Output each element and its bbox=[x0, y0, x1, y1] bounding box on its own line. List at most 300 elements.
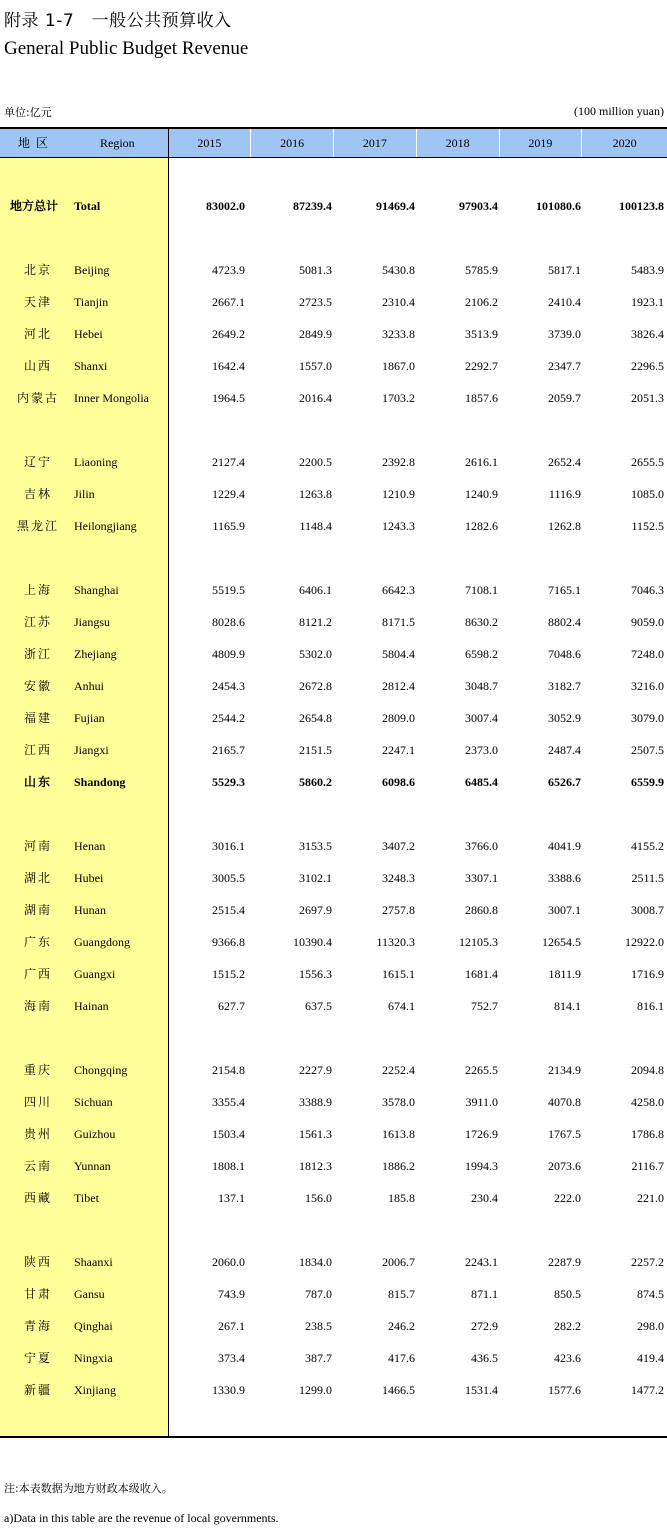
value-cell: 3766.0 bbox=[465, 839, 498, 853]
value-cell: 3911.0 bbox=[465, 1095, 498, 1109]
region-name-en: Total bbox=[74, 199, 101, 213]
value-cell: 1808.1 bbox=[212, 1159, 245, 1173]
value-cell: 2697.9 bbox=[299, 903, 332, 917]
table-header bbox=[0, 129, 667, 157]
value-cell: 1531.4 bbox=[465, 1383, 498, 1397]
table-row bbox=[0, 1278, 667, 1310]
value-cell: 3007.1 bbox=[548, 903, 581, 917]
value-cell: 871.1 bbox=[471, 1287, 498, 1301]
value-cell: 230.4 bbox=[471, 1191, 498, 1205]
value-cell: 3578.0 bbox=[382, 1095, 415, 1109]
value-cell: 7108.1 bbox=[465, 583, 498, 597]
value-cell: 2243.1 bbox=[465, 1255, 498, 1269]
value-cell: 12105.3 bbox=[459, 935, 498, 949]
header-year: 2019 bbox=[500, 129, 583, 157]
table-row bbox=[0, 670, 667, 702]
value-cell: 5817.1 bbox=[548, 263, 581, 277]
value-cell: 2227.9 bbox=[299, 1063, 332, 1077]
value-cell: 156.0 bbox=[305, 1191, 332, 1205]
table-row bbox=[0, 766, 667, 798]
value-cell: 12922.0 bbox=[625, 935, 664, 949]
value-cell: 3248.3 bbox=[382, 871, 415, 885]
value-cell: 1210.9 bbox=[382, 487, 415, 501]
value-cell: 1556.3 bbox=[299, 967, 332, 981]
value-cell: 2373.0 bbox=[465, 743, 498, 757]
value-cell: 1834.0 bbox=[299, 1255, 332, 1269]
table-row bbox=[0, 1374, 667, 1406]
value-cell: 2296.5 bbox=[631, 359, 664, 373]
region-name-cn: 山东 bbox=[23, 775, 52, 789]
region-name-cn: 山西 bbox=[23, 359, 52, 373]
table-bottom-rule bbox=[0, 1436, 667, 1438]
value-cell: 246.2 bbox=[388, 1319, 415, 1333]
value-cell: 4041.9 bbox=[548, 839, 581, 853]
value-cell: 3153.5 bbox=[299, 839, 332, 853]
value-cell: 1561.3 bbox=[299, 1127, 332, 1141]
region-name-en: Tibet bbox=[74, 1191, 99, 1205]
value-cell: 2652.4 bbox=[548, 455, 581, 469]
value-cell: 2059.7 bbox=[548, 391, 581, 405]
value-cell: 2151.5 bbox=[299, 743, 332, 757]
value-cell: 101080.6 bbox=[536, 199, 581, 213]
value-cell: 4155.2 bbox=[631, 839, 664, 853]
header-region-cn: 地区 bbox=[18, 136, 55, 150]
region-name-en: Sichuan bbox=[74, 1095, 113, 1109]
table-row bbox=[0, 1086, 667, 1118]
region-name-en: Fujian bbox=[74, 711, 105, 725]
value-cell: 7165.1 bbox=[548, 583, 581, 597]
region-name-en: Inner Mongolia bbox=[74, 391, 149, 405]
value-cell: 3388.9 bbox=[299, 1095, 332, 1109]
value-cell: 5804.4 bbox=[382, 647, 415, 661]
value-cell: 2649.2 bbox=[212, 327, 245, 341]
value-cell: 3826.4 bbox=[631, 327, 664, 341]
table-row bbox=[0, 926, 667, 958]
value-cell: 6559.9 bbox=[631, 775, 664, 789]
region-name-cn: 西藏 bbox=[23, 1191, 52, 1205]
value-cell: 1152.5 bbox=[631, 519, 664, 533]
value-cell: 1557.0 bbox=[299, 359, 332, 373]
region-name-en: Anhui bbox=[74, 679, 104, 693]
region-name-cn: 辽宁 bbox=[23, 455, 52, 469]
value-cell: 11320.3 bbox=[376, 935, 415, 949]
value-cell: 2200.5 bbox=[299, 455, 332, 469]
table-row bbox=[0, 1246, 667, 1278]
region-name-cn: 青海 bbox=[23, 1319, 52, 1333]
value-cell: 4723.9 bbox=[212, 263, 245, 277]
value-cell: 8171.5 bbox=[382, 615, 415, 629]
value-cell: 2051.3 bbox=[631, 391, 664, 405]
region-name-en: Gansu bbox=[74, 1287, 105, 1301]
value-cell: 1466.5 bbox=[382, 1383, 415, 1397]
table-row bbox=[0, 958, 667, 990]
value-cell: 874.5 bbox=[637, 1287, 664, 1301]
table-row bbox=[0, 1310, 667, 1342]
value-cell: 1642.4 bbox=[212, 359, 245, 373]
value-cell: 4070.8 bbox=[548, 1095, 581, 1109]
region-name-en: Jiangxi bbox=[74, 743, 109, 757]
region-name-en: Hebei bbox=[74, 327, 103, 341]
value-cell: 2454.3 bbox=[212, 679, 245, 693]
header-year: 2018 bbox=[417, 129, 500, 157]
value-cell: 8802.4 bbox=[548, 615, 581, 629]
value-cell: 1282.6 bbox=[465, 519, 498, 533]
region-name-cn: 云南 bbox=[23, 1159, 52, 1173]
table-row bbox=[0, 350, 667, 382]
value-cell: 6642.3 bbox=[382, 583, 415, 597]
value-cell: 1577.6 bbox=[548, 1383, 581, 1397]
value-cell: 7248.0 bbox=[631, 647, 664, 661]
value-cell: 12654.5 bbox=[542, 935, 581, 949]
value-cell: 436.5 bbox=[471, 1351, 498, 1365]
value-cell: 1786.8 bbox=[631, 1127, 664, 1141]
value-cell: 1503.4 bbox=[212, 1127, 245, 1141]
value-cell: 9366.8 bbox=[212, 935, 245, 949]
value-cell: 3016.1 bbox=[212, 839, 245, 853]
region-name-en: Hunan bbox=[74, 903, 106, 917]
value-cell: 2292.7 bbox=[465, 359, 498, 373]
value-cell: 815.7 bbox=[388, 1287, 415, 1301]
header-year: 2016 bbox=[251, 129, 334, 157]
value-cell: 2392.8 bbox=[382, 455, 415, 469]
region-name-en: Beijing bbox=[74, 263, 110, 277]
table-row bbox=[0, 894, 667, 926]
value-cell: 674.1 bbox=[388, 999, 415, 1013]
region-name-cn: 新疆 bbox=[23, 1383, 52, 1397]
value-cell: 2310.4 bbox=[382, 295, 415, 309]
table-row bbox=[0, 638, 667, 670]
region-name-en: Shanghai bbox=[74, 583, 119, 597]
value-cell: 1867.0 bbox=[382, 359, 415, 373]
value-cell: 272.9 bbox=[471, 1319, 498, 1333]
region-name-cn: 河南 bbox=[23, 839, 52, 853]
table-row bbox=[0, 702, 667, 734]
table-row bbox=[0, 510, 667, 542]
value-cell: 91469.4 bbox=[376, 199, 415, 213]
value-cell: 787.0 bbox=[305, 1287, 332, 1301]
region-name-cn: 湖南 bbox=[23, 903, 52, 917]
value-cell: 267.1 bbox=[218, 1319, 245, 1333]
value-cell: 373.4 bbox=[218, 1351, 245, 1365]
value-cell: 3513.9 bbox=[465, 327, 498, 341]
value-cell: 850.5 bbox=[554, 1287, 581, 1301]
region-name-cn: 宁夏 bbox=[23, 1351, 52, 1365]
value-cell: 3102.1 bbox=[299, 871, 332, 885]
value-cell: 3355.4 bbox=[212, 1095, 245, 1109]
value-cell: 2507.5 bbox=[631, 743, 664, 757]
value-cell: 2849.9 bbox=[299, 327, 332, 341]
region-name-cn: 海南 bbox=[23, 999, 52, 1013]
region-name-cn: 陕西 bbox=[23, 1255, 52, 1269]
value-cell: 2616.1 bbox=[465, 455, 498, 469]
footnote-cn: 注:本表数据为地方财政本级收入。 bbox=[4, 1482, 173, 1495]
table-row bbox=[0, 1182, 667, 1214]
value-cell: 637.5 bbox=[305, 999, 332, 1013]
value-cell: 1263.8 bbox=[299, 487, 332, 501]
region-name-en: Ningxia bbox=[74, 1351, 113, 1365]
value-cell: 3005.5 bbox=[212, 871, 245, 885]
region-name-en: Guangdong bbox=[74, 935, 130, 949]
region-name-cn: 福建 bbox=[23, 711, 52, 725]
table-row bbox=[0, 446, 667, 478]
region-name-en: Yunnan bbox=[74, 1159, 111, 1173]
region-name-cn: 贵州 bbox=[23, 1127, 52, 1141]
value-cell: 1812.3 bbox=[299, 1159, 332, 1173]
value-cell: 2672.8 bbox=[299, 679, 332, 693]
value-cell: 423.6 bbox=[554, 1351, 581, 1365]
value-cell: 1703.2 bbox=[382, 391, 415, 405]
value-cell: 1811.9 bbox=[548, 967, 581, 981]
value-cell: 5529.3 bbox=[212, 775, 245, 789]
value-cell: 5860.2 bbox=[299, 775, 332, 789]
value-cell: 419.4 bbox=[637, 1351, 664, 1365]
value-cell: 3739.0 bbox=[548, 327, 581, 341]
value-cell: 814.1 bbox=[554, 999, 581, 1013]
table-row bbox=[0, 1054, 667, 1086]
value-cell: 6098.6 bbox=[382, 775, 415, 789]
value-cell: 387.7 bbox=[305, 1351, 332, 1365]
value-cell: 2487.4 bbox=[548, 743, 581, 757]
value-cell: 2809.0 bbox=[382, 711, 415, 725]
value-cell: 100123.8 bbox=[619, 199, 664, 213]
value-cell: 2265.5 bbox=[465, 1063, 498, 1077]
header-rule bbox=[0, 157, 667, 158]
value-cell: 2667.1 bbox=[212, 295, 245, 309]
value-cell: 1681.4 bbox=[465, 967, 498, 981]
value-cell: 1857.6 bbox=[465, 391, 498, 405]
region-name-cn: 广西 bbox=[23, 967, 52, 981]
value-cell: 5302.0 bbox=[299, 647, 332, 661]
table-row bbox=[0, 734, 667, 766]
value-cell: 2060.0 bbox=[212, 1255, 245, 1269]
value-cell: 1229.4 bbox=[212, 487, 245, 501]
table-row bbox=[0, 1118, 667, 1150]
value-cell: 2073.6 bbox=[548, 1159, 581, 1173]
value-cell: 1716.9 bbox=[631, 967, 664, 981]
value-cell: 3079.0 bbox=[631, 711, 664, 725]
value-cell: 2247.1 bbox=[382, 743, 415, 757]
value-cell: 137.1 bbox=[218, 1191, 245, 1205]
value-cell: 2094.8 bbox=[631, 1063, 664, 1077]
value-cell: 2257.2 bbox=[631, 1255, 664, 1269]
unit-label-cn: 单位:亿元 bbox=[4, 106, 52, 119]
region-name-cn: 广东 bbox=[23, 935, 52, 949]
value-cell: 3216.0 bbox=[631, 679, 664, 693]
table-row bbox=[0, 606, 667, 638]
region-name-en: Hubei bbox=[74, 871, 104, 885]
value-cell: 1726.9 bbox=[465, 1127, 498, 1141]
footnote-en: a)Data in this table are the revenue of local governments. bbox=[4, 1511, 279, 1525]
header-year: 2017 bbox=[334, 129, 417, 157]
value-cell: 627.7 bbox=[218, 999, 245, 1013]
value-cell: 1330.9 bbox=[212, 1383, 245, 1397]
value-cell: 1262.8 bbox=[548, 519, 581, 533]
table-row bbox=[0, 478, 667, 510]
table-row bbox=[0, 862, 667, 894]
table-row bbox=[0, 1342, 667, 1374]
region-name-cn: 北京 bbox=[23, 263, 52, 277]
value-cell: 5430.8 bbox=[382, 263, 415, 277]
unit-label-en: (100 million yuan) bbox=[574, 104, 664, 118]
value-cell: 1613.8 bbox=[382, 1127, 415, 1141]
value-cell: 6598.2 bbox=[465, 647, 498, 661]
value-cell: 7046.3 bbox=[631, 583, 664, 597]
region-name-cn: 黑龙江 bbox=[16, 519, 59, 533]
value-cell: 3007.4 bbox=[465, 711, 498, 725]
value-cell: 8028.6 bbox=[212, 615, 245, 629]
region-name-en: Hainan bbox=[74, 999, 109, 1013]
value-cell: 4258.0 bbox=[631, 1095, 664, 1109]
value-cell: 282.2 bbox=[554, 1319, 581, 1333]
region-name-cn: 内蒙古 bbox=[16, 391, 59, 405]
table-row bbox=[0, 286, 667, 318]
value-cell: 1515.2 bbox=[212, 967, 245, 981]
value-cell: 2860.8 bbox=[465, 903, 498, 917]
value-cell: 1116.9 bbox=[548, 487, 581, 501]
region-name-en: Shaanxi bbox=[74, 1255, 113, 1269]
value-cell: 816.1 bbox=[637, 999, 664, 1013]
value-cell: 2165.7 bbox=[212, 743, 245, 757]
value-cell: 2511.5 bbox=[631, 871, 664, 885]
value-cell: 2812.4 bbox=[382, 679, 415, 693]
value-cell: 2654.8 bbox=[299, 711, 332, 725]
value-cell: 238.5 bbox=[305, 1319, 332, 1333]
value-cell: 2154.8 bbox=[212, 1063, 245, 1077]
value-cell: 3307.1 bbox=[465, 871, 498, 885]
value-cell: 1923.1 bbox=[631, 295, 664, 309]
region-name-en: Shandong bbox=[74, 775, 126, 789]
table-row bbox=[0, 254, 667, 286]
value-cell: 2515.4 bbox=[212, 903, 245, 917]
value-cell: 743.9 bbox=[218, 1287, 245, 1301]
region-name-en: Qinghai bbox=[74, 1319, 113, 1333]
value-cell: 2544.2 bbox=[212, 711, 245, 725]
region-name-cn: 地方总计 bbox=[10, 199, 59, 213]
value-cell: 3048.7 bbox=[465, 679, 498, 693]
value-cell: 2127.4 bbox=[212, 455, 245, 469]
region-name-cn: 四川 bbox=[23, 1095, 52, 1109]
value-cell: 1767.5 bbox=[548, 1127, 581, 1141]
region-name-cn: 安徽 bbox=[23, 679, 52, 693]
page-title-cn: 附录 1-7 一般公共预算收入 bbox=[4, 11, 232, 31]
region-name-cn: 江西 bbox=[23, 743, 52, 757]
value-cell: 2723.5 bbox=[299, 295, 332, 309]
value-cell: 2016.4 bbox=[299, 391, 332, 405]
value-cell: 2134.9 bbox=[548, 1063, 581, 1077]
value-cell: 1299.0 bbox=[299, 1383, 332, 1397]
value-cell: 752.7 bbox=[471, 999, 498, 1013]
value-cell: 6485.4 bbox=[465, 775, 498, 789]
value-cell: 298.0 bbox=[637, 1319, 664, 1333]
region-name-cn: 天津 bbox=[23, 295, 52, 309]
value-cell: 83002.0 bbox=[206, 199, 245, 213]
value-cell: 1994.3 bbox=[465, 1159, 498, 1173]
value-cell: 1886.2 bbox=[382, 1159, 415, 1173]
table-row bbox=[0, 1150, 667, 1182]
value-cell: 222.0 bbox=[554, 1191, 581, 1205]
table-row bbox=[0, 382, 667, 414]
value-cell: 9059.0 bbox=[631, 615, 664, 629]
table-row bbox=[0, 574, 667, 606]
region-name-en: Jiangsu bbox=[74, 615, 110, 629]
region-name-cn: 甘肃 bbox=[23, 1287, 52, 1301]
value-cell: 97903.4 bbox=[459, 199, 498, 213]
header-region-en: Region bbox=[100, 136, 135, 150]
value-cell: 1964.5 bbox=[212, 391, 245, 405]
value-cell: 5483.9 bbox=[631, 263, 664, 277]
header-year: 2015 bbox=[169, 129, 252, 157]
value-cell: 10390.4 bbox=[293, 935, 332, 949]
region-name-cn: 河北 bbox=[23, 327, 52, 341]
value-cell: 2116.7 bbox=[631, 1159, 664, 1173]
region-name-cn: 上海 bbox=[23, 583, 52, 597]
value-cell: 1243.3 bbox=[382, 519, 415, 533]
header-year: 2020 bbox=[582, 129, 667, 157]
value-cell: 3182.7 bbox=[548, 679, 581, 693]
region-name-en: Guizhou bbox=[74, 1127, 116, 1141]
value-cell: 1085.0 bbox=[631, 487, 664, 501]
value-cell: 1148.4 bbox=[299, 519, 332, 533]
value-cell: 5081.3 bbox=[299, 263, 332, 277]
value-cell: 5785.9 bbox=[465, 263, 498, 277]
region-name-en: Henan bbox=[74, 839, 106, 853]
value-cell: 2287.9 bbox=[548, 1255, 581, 1269]
value-cell: 6406.1 bbox=[299, 583, 332, 597]
region-name-cn: 重庆 bbox=[23, 1063, 52, 1077]
value-cell: 6526.7 bbox=[548, 775, 581, 789]
region-name-en: Jilin bbox=[74, 487, 95, 501]
table-row bbox=[0, 190, 667, 222]
value-cell: 2655.5 bbox=[631, 455, 664, 469]
region-name-en: Tianjin bbox=[74, 295, 109, 309]
value-cell: 2252.4 bbox=[382, 1063, 415, 1077]
value-cell: 3233.8 bbox=[382, 327, 415, 341]
region-name-en: Heilongjiang bbox=[74, 519, 137, 533]
value-cell: 221.0 bbox=[637, 1191, 664, 1205]
value-cell: 7048.6 bbox=[548, 647, 581, 661]
region-name-cn: 吉林 bbox=[23, 487, 52, 501]
value-cell: 1477.2 bbox=[631, 1383, 664, 1397]
value-cell: 5519.5 bbox=[212, 583, 245, 597]
region-name-en: Guangxi bbox=[74, 967, 116, 981]
value-cell: 2006.7 bbox=[382, 1255, 415, 1269]
value-cell: 3388.6 bbox=[548, 871, 581, 885]
region-name-cn: 浙江 bbox=[23, 647, 52, 661]
table-row bbox=[0, 830, 667, 862]
region-name-en: Shanxi bbox=[74, 359, 108, 373]
table-row bbox=[0, 318, 667, 350]
value-cell: 8630.2 bbox=[465, 615, 498, 629]
value-cell: 417.6 bbox=[388, 1351, 415, 1365]
value-cell: 87239.4 bbox=[293, 199, 332, 213]
region-name-en: Liaoning bbox=[74, 455, 118, 469]
value-cell: 3052.9 bbox=[548, 711, 581, 725]
header-region bbox=[0, 129, 169, 157]
value-cell: 2410.4 bbox=[548, 295, 581, 309]
page-title-en: General Public Budget Revenue bbox=[4, 38, 249, 59]
value-cell: 1240.9 bbox=[465, 487, 498, 501]
region-name-en: Xinjiang bbox=[74, 1383, 116, 1397]
value-cell: 3008.7 bbox=[631, 903, 664, 917]
value-cell: 3407.2 bbox=[382, 839, 415, 853]
value-cell: 8121.2 bbox=[299, 615, 332, 629]
table-row bbox=[0, 990, 667, 1022]
value-cell: 1165.9 bbox=[212, 519, 245, 533]
value-cell: 1615.1 bbox=[382, 967, 415, 981]
value-cell: 185.8 bbox=[388, 1191, 415, 1205]
value-cell: 2757.8 bbox=[382, 903, 415, 917]
value-cell: 2347.7 bbox=[548, 359, 581, 373]
